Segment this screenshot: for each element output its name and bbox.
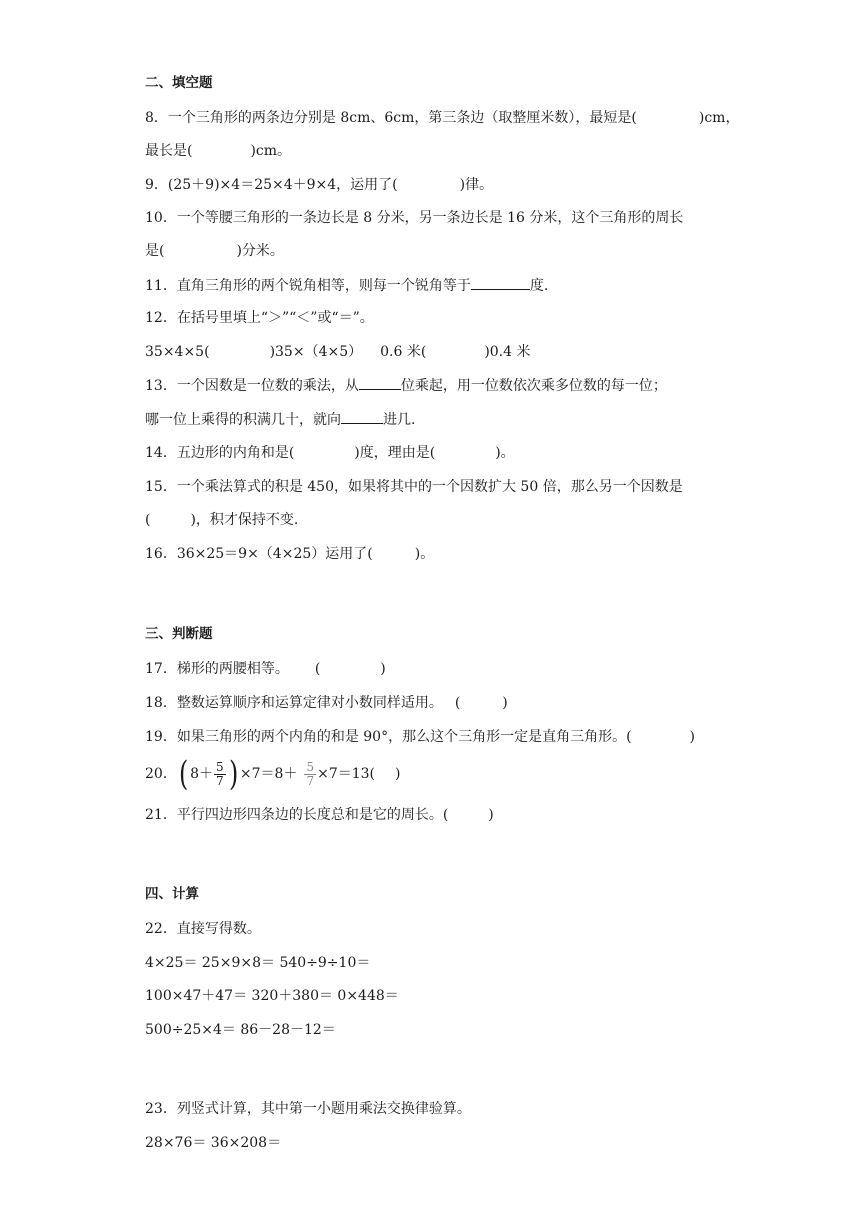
question-10-line-1: 10．一个等腰三角形的一条边长是 8 分米，另一条边长是 16 分米，这个三角形的周长	[145, 210, 684, 226]
fraction: $\frac{5}{7}$	[306, 759, 315, 788]
question-19: 19．如果三角形的两个内角的和是 90°，那么这个三角形一定是直角三角形。( )	[145, 729, 696, 745]
section-heading-judge: 三、判断题	[145, 626, 213, 642]
question-14: 14．五边形的内角和是( )度，理由是( )。	[145, 445, 515, 461]
question-22-row-2: 100×47＋47＝ 320＋380＝ 0×448＝	[145, 988, 399, 1004]
question-23-title: 23．列竖式计算，其中第一小题用乘法交换律验算。	[145, 1101, 471, 1117]
question-8-line-2: 最长是( )cm。	[145, 143, 292, 159]
question-16: 16．36×25＝9×（4×25）运用了( )。	[145, 546, 435, 562]
question-9: 9．(25＋9)×4＝25×4＋9×4，运用了( )律。	[145, 177, 494, 193]
right-parenthesis: )	[228, 754, 238, 794]
answer-underline[interactable]	[359, 375, 401, 390]
question-15-line-1: 15．一个乘法算式的积是 450，如果将其中的一个因数扩大 50 倍，那么另一个因数是	[145, 479, 683, 495]
fraction: $\frac{5}{7}$	[216, 759, 224, 788]
question-11: 11．直角三角形的两个锐角相等，则每一个锐角等于 度.	[145, 275, 548, 296]
question-10-line-2: 是( )分米。	[145, 243, 284, 259]
question-23-row-1: 28×76＝ 36×208＝	[145, 1135, 282, 1151]
question-13-line-2: 哪一位上乘得的积满几十，就向 进几.	[145, 409, 415, 430]
question-21: 21．平行四边形四条边的长度总和是它的周长。( )	[145, 807, 494, 823]
question-12-prompt: 12．在括号里填上“＞”“＜”或“＝”。	[145, 310, 374, 326]
question-13-line-1: 13．一个因数是一位数的乘法，从 位乘起，用一位数依次乘多位数的每一位；	[145, 375, 667, 396]
question-8-line-1: 8．一个三角形的两条边分别是 8cm、6cm，第三条边（取整厘米数），最短是( )cm，	[145, 110, 740, 126]
question-18: 18．整数运算顺序和运算定律对小数同样适用。 ( )	[145, 695, 508, 711]
question-17: 17．梯形的两腰相等。 ( )	[145, 661, 386, 677]
question-22-title: 22．直接写得数。	[145, 921, 261, 937]
question-15-line-2: ( )，积才保持不变.	[145, 512, 299, 528]
section-heading-fill: 二、填空题	[145, 75, 213, 91]
question-12-items: 35×4×5( )35×（4×5） 0.6 米( )0.4 米	[145, 344, 531, 360]
question-22-row-3: 500÷25×4＝ 86－28－12＝	[145, 1022, 336, 1038]
section-heading-calc: 四、计算	[145, 886, 199, 902]
left-parenthesis: (	[178, 754, 189, 794]
answer-underline[interactable]	[471, 275, 530, 290]
answer-underline[interactable]	[341, 409, 383, 424]
question-22-row-1: 4×25＝ 25×9×8＝ 540÷9÷10＝	[145, 955, 371, 971]
question-20: 20． ( 8＋ $\frac{5}{7}$ ) ×7＝8＋ $\frac{5}{7}$ ×7＝13( )	[145, 754, 401, 794]
